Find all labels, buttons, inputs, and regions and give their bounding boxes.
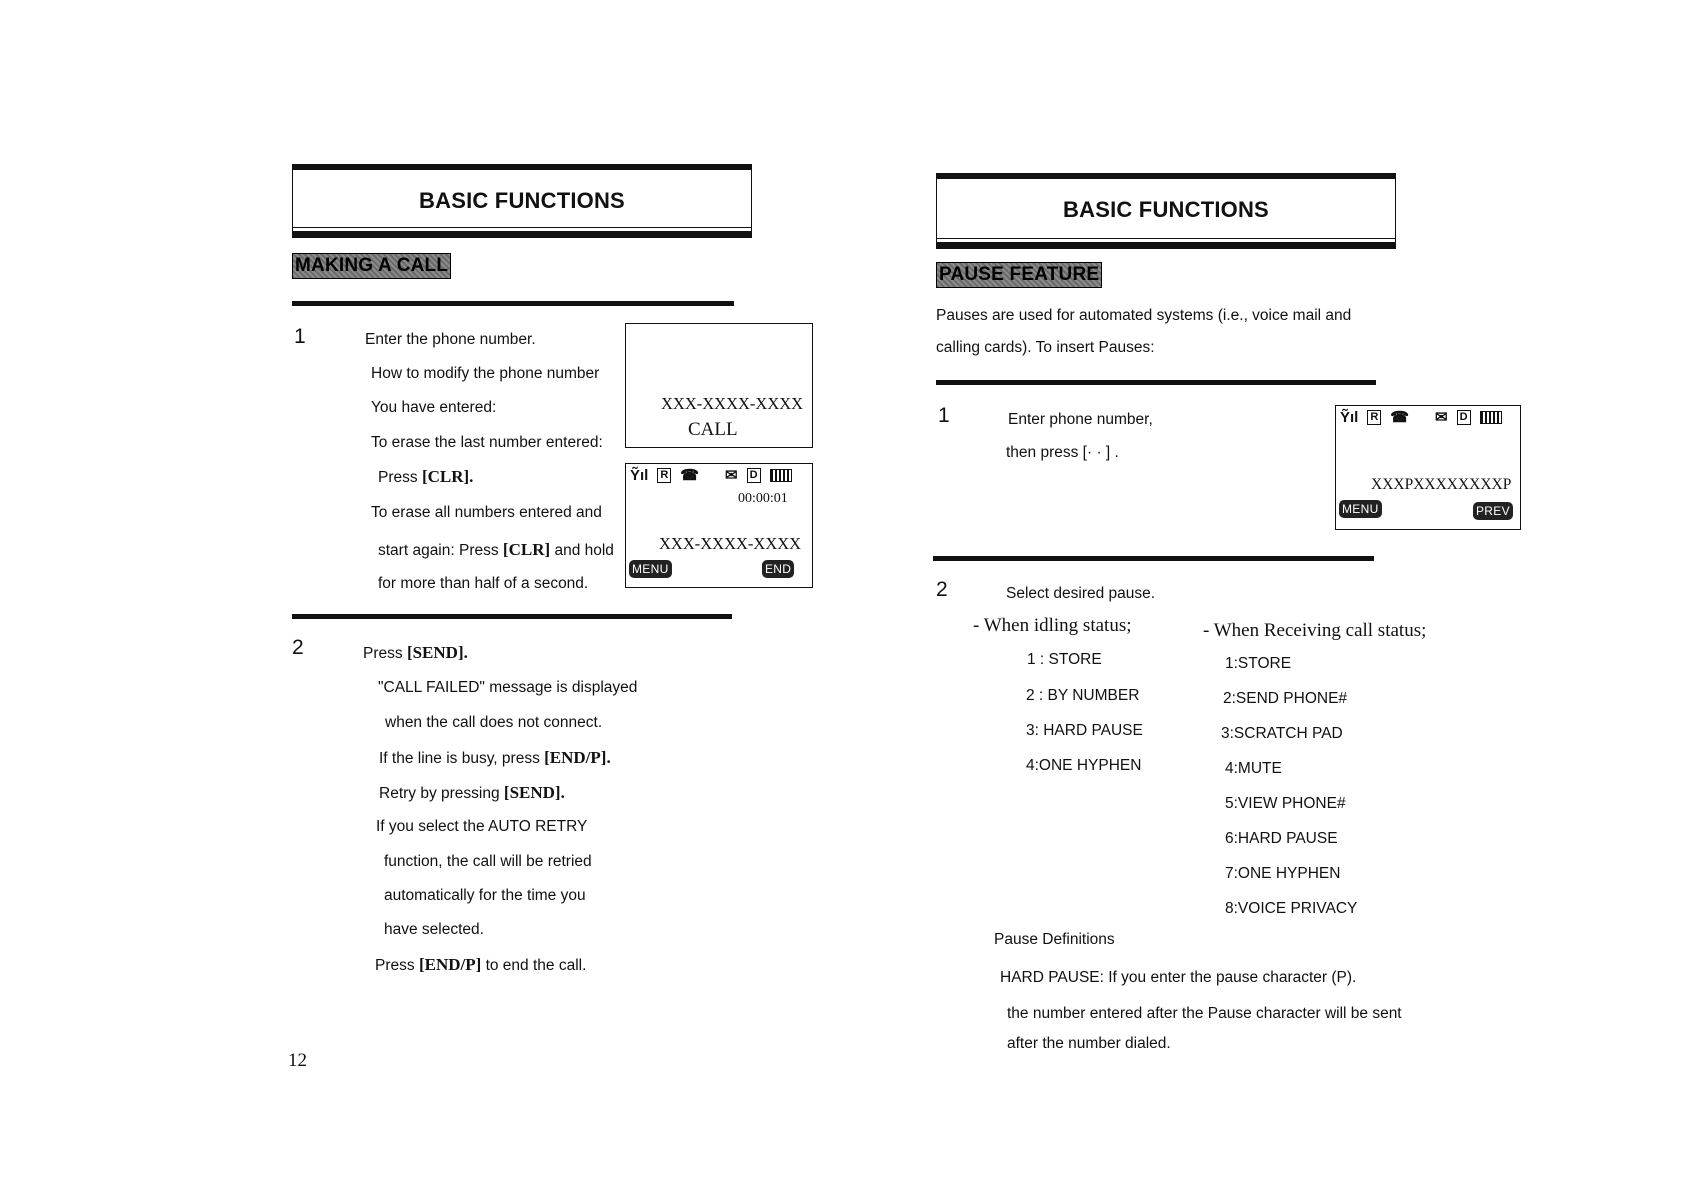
phone-icon: ☎ (680, 467, 699, 484)
screen-number: XXXPXXXXXXXXP (1371, 476, 1512, 493)
and-hold-text: and hold (554, 542, 614, 559)
menu-softkey[interactable]: MENU (629, 560, 672, 578)
retry-text: Retry by pressing (379, 785, 500, 802)
phone-screen-dialing (625, 323, 813, 448)
screen-number: XXX-XXXX-XXXX (661, 394, 804, 413)
pause-step2-number: 2 (936, 578, 948, 601)
pause-definitions-heading: Pause Definitions (994, 931, 1115, 948)
idle-heading: - When idling status; (973, 615, 1132, 636)
receiving-item: 4:MUTE (1225, 760, 1282, 777)
step1-line: for more than half of a second. (378, 575, 589, 592)
step1-number: 1 (294, 325, 306, 348)
select-pause-text: Select desired pause. (1006, 585, 1156, 602)
start-again-text: start again: Press (378, 542, 499, 559)
end-softkey[interactable]: END (762, 560, 794, 578)
definition-line: after the number dialed. (1007, 1035, 1171, 1052)
digital-icon: D (1457, 410, 1471, 425)
step2-line (379, 784, 565, 802)
idle-item: 3: HARD PAUSE (1026, 722, 1143, 739)
left-header-title: BASIC FUNCTIONS (419, 188, 625, 213)
right-header-box (936, 173, 1396, 249)
step1-line (378, 541, 614, 559)
battery-icon (1480, 411, 1502, 424)
receiving-item: 7:ONE HYPHEN (1225, 865, 1341, 882)
step1-line: To erase the last number entered: (371, 434, 603, 451)
receiving-item: 1:STORE (1225, 655, 1292, 672)
send-key: [SEND]. (406, 643, 468, 662)
status-icons (630, 468, 792, 483)
message-icon: ✉ (1434, 409, 1448, 426)
press-text: Press (363, 645, 403, 662)
step2-line: have selected. (384, 921, 484, 938)
idle-item: 2 : BY NUMBER (1026, 687, 1140, 704)
status-icons (1340, 410, 1502, 425)
step2-line: If you select the AUTO RETRY (376, 818, 588, 835)
clr-key: [CLR] (502, 540, 551, 559)
receiving-item: 5:VIEW PHONE# (1225, 795, 1346, 812)
pause-feature-tag: PAUSE FEATURE (936, 262, 1102, 288)
step1-line: To erase all numbers entered and (371, 504, 602, 521)
step2-line: function, the call will be retried (384, 853, 592, 870)
idle-item: 1 : STORE (1027, 651, 1102, 668)
phone-icon: ☎ (1390, 409, 1409, 426)
left-header-box (292, 164, 752, 238)
step1-press (378, 468, 473, 486)
roaming-icon: R (1367, 410, 1381, 425)
step1-line: You have entered: (371, 399, 497, 416)
pause-step1-line: then press [· · ] . (1006, 444, 1119, 461)
signal-icon: Ỹıl (1340, 409, 1359, 426)
step2-line: "CALL FAILED" message is displayed (378, 679, 638, 696)
step2-press-send (363, 644, 468, 662)
prev-softkey[interactable]: PREV (1473, 502, 1513, 520)
left-rule-2 (292, 614, 732, 619)
pause-step1-number: 1 (938, 404, 950, 427)
intro-line: calling cards). To insert Pauses: (936, 339, 1155, 356)
intro-line: Pauses are used for automated systems (i.e., voice mail and (936, 307, 1352, 324)
right-header-title: BASIC FUNCTIONS (1063, 197, 1269, 222)
battery-icon (770, 469, 792, 482)
step2-line: automatically for the time you (384, 887, 586, 904)
phone-screen-pause (1335, 405, 1521, 530)
receiving-item: 3:SCRATCH PAD (1221, 725, 1343, 742)
definition-line: HARD PAUSE: If you enter the pause character (P). (1000, 969, 1357, 986)
making-a-call-tag: MAKING A CALL (292, 253, 451, 279)
step2-line: when the call does not connect. (385, 714, 603, 731)
left-rule-1 (292, 301, 734, 306)
right-rule-2 (933, 556, 1374, 561)
step1-line: How to modify the phone number (371, 365, 600, 382)
end-call-text: to end the call. (485, 957, 587, 974)
phone-screen-in-call (625, 463, 813, 588)
press-text: Press (375, 957, 415, 974)
call-timer: 00:00:01 (738, 491, 788, 506)
step1-line: Enter the phone number. (365, 331, 536, 348)
screen-call-label: CALL (688, 419, 738, 440)
menu-softkey[interactable]: MENU (1339, 500, 1382, 518)
receiving-item: 6:HARD PAUSE (1225, 830, 1338, 847)
endp-key: [END/P] (418, 955, 482, 974)
right-rule-1 (936, 380, 1376, 385)
endp-key: [END/P]. (544, 748, 611, 767)
page-number: 12 (288, 1050, 307, 1071)
message-icon: ✉ (724, 467, 738, 484)
roaming-icon: R (657, 468, 671, 483)
step2-line (375, 956, 586, 974)
step2-line (379, 749, 611, 767)
digital-icon: D (747, 468, 761, 483)
definition-line: the number entered after the Pause character will be sent (1007, 1005, 1402, 1022)
screen-number: XXX-XXXX-XXXX (659, 534, 802, 553)
pause-step1-line: Enter phone number, (1008, 411, 1153, 428)
press-text: Press (378, 469, 418, 486)
step2-number: 2 (292, 636, 304, 659)
signal-icon: Ỹıl (630, 467, 649, 484)
receiving-item: 2:SEND PHONE# (1223, 690, 1348, 707)
receiving-item: 8:VOICE PRIVACY (1225, 900, 1358, 917)
idle-item: 4:ONE HYPHEN (1026, 757, 1142, 774)
receiving-heading: - When Receiving call status; (1203, 620, 1427, 641)
send-key: [SEND]. (503, 783, 565, 802)
clr-key: [CLR]. (421, 467, 474, 486)
busy-text: If the line is busy, press (379, 750, 540, 767)
